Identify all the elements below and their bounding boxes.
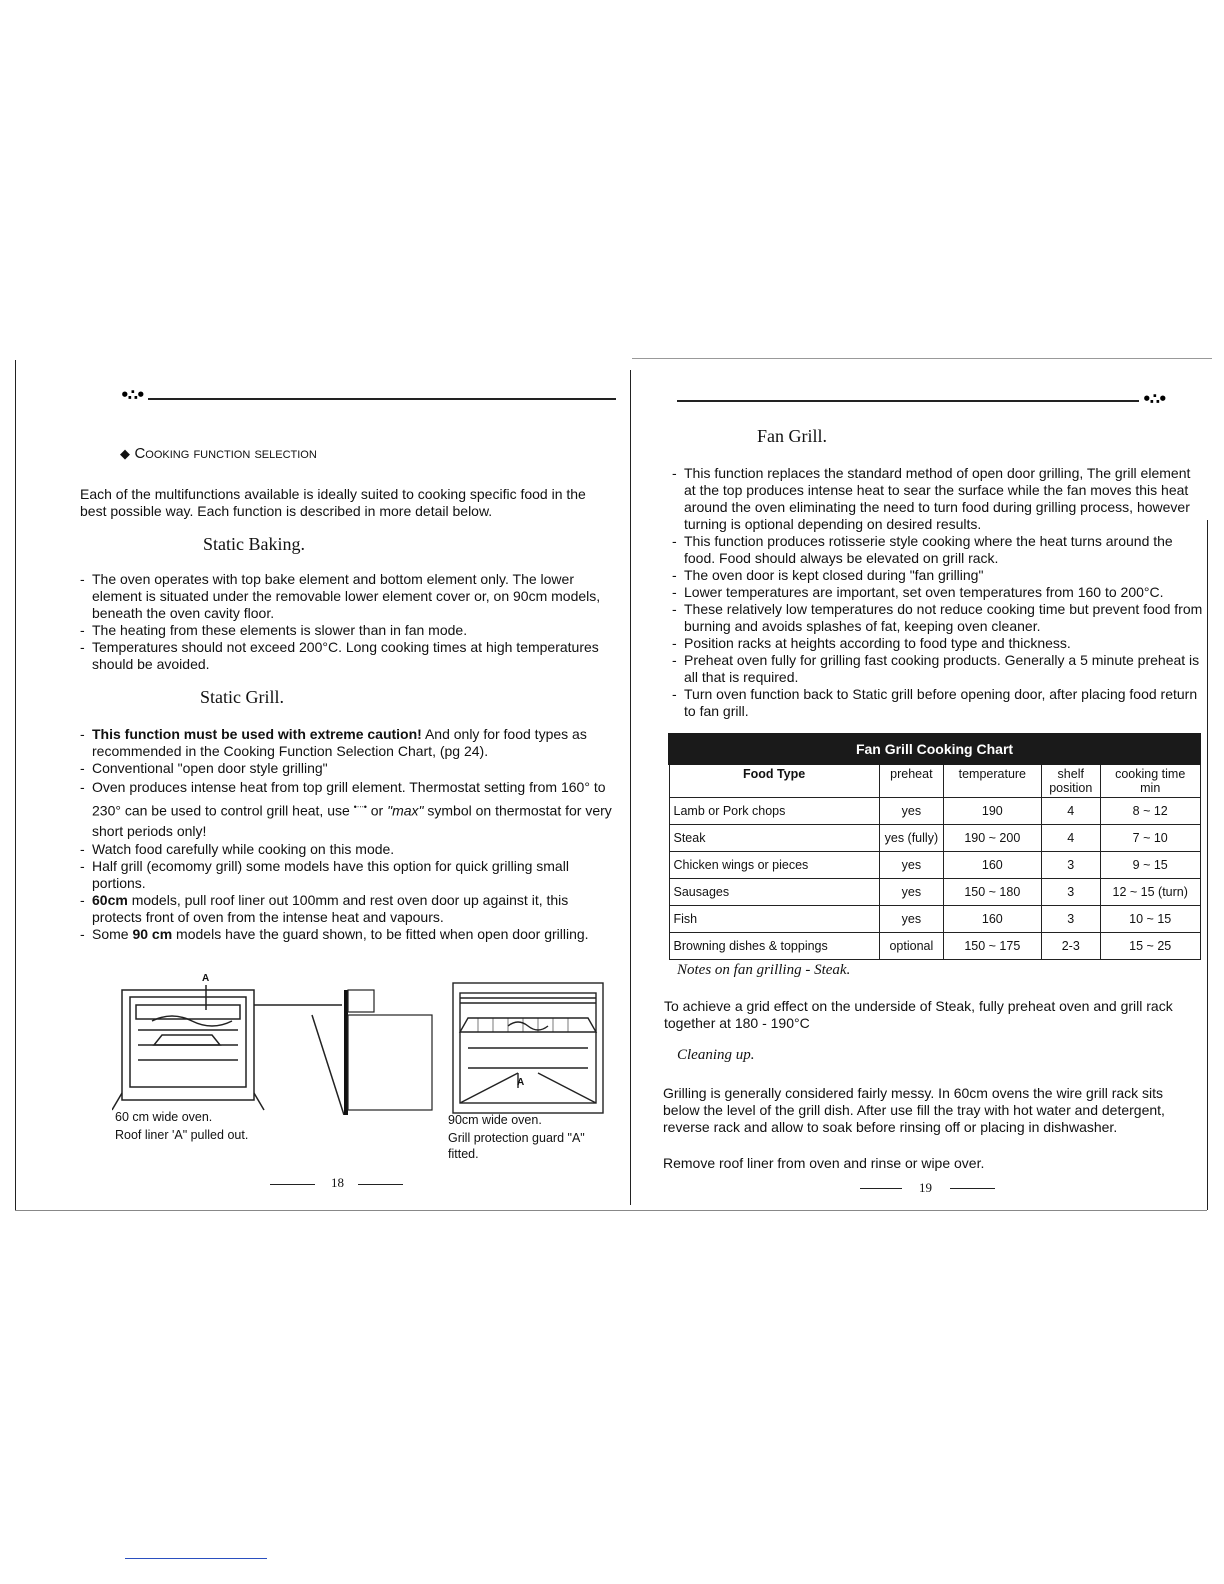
footer-rule-left-a xyxy=(270,1184,315,1185)
right-page-border xyxy=(1207,520,1208,1210)
list-item: - The oven operates with top bake element and bottom element only. The lower element is situated under the removable lower element cover or, on 90cm models, beneath the oven cavity floor. xyxy=(80,571,615,622)
static-grill-list xyxy=(80,726,615,943)
list-item: - These relatively low temperatures do not reduce cooking time but prevent food from burning and avoids splashes of fat, keeping oven cleaner. xyxy=(672,601,1204,635)
page-number-right: 19 xyxy=(919,1180,932,1195)
table-row: Browning dishes & toppings optional 150 ~ 175 2-3 15 ~ 25 xyxy=(669,933,1200,960)
caption-60cm-line2: Roof liner 'A" pulled out. xyxy=(115,1128,249,1142)
fan-grill-cooking-chart xyxy=(668,733,1201,960)
list-item: - Oven produces intense heat from top grill element. Thermostat setting from 160° to 230° can be used to control grill heat, use $^{•ᐧᐧᐧ•}$ or "max" symbol on thermostat for very short periods only! xyxy=(80,777,615,841)
intro-text: Each of the multifunctions available is ideally suited to cooking specific food in the best possible way. Each function is described in more detail below. xyxy=(80,486,586,519)
list-item: - Conventional "open door style grilling" xyxy=(80,760,615,777)
list-item: - The heating from these elements is slower than in fan mode. xyxy=(80,622,615,639)
footer-rule-left-b xyxy=(358,1184,403,1185)
footer-rule-right-b xyxy=(950,1188,995,1189)
top-edge-line xyxy=(632,358,1212,359)
chart-caption: Fan Grill Cooking Chart xyxy=(669,734,1200,764)
static-baking-list xyxy=(80,571,615,673)
list-item: - Position racks at heights according to food type and thickness. xyxy=(672,635,1204,652)
section-heading xyxy=(120,445,317,463)
list-item: - Lower temperatures are important, set oven temperatures from 160 to 200°C. xyxy=(672,584,1204,601)
table-row: Fish yes 160 3 10 ~ 15 xyxy=(669,906,1200,933)
bottom-edge-line xyxy=(15,1210,1207,1211)
static-grill-title: Static Grill. xyxy=(200,687,284,707)
column-header: Food Type xyxy=(669,764,879,798)
list-item: - 60cm models, pull roof liner out 100mm and rest oven door up against it, this protects front of oven from the intense heat and vapours. xyxy=(80,892,615,926)
figure-letter-a-90cm: A xyxy=(517,1077,525,1088)
header-rule-left xyxy=(148,398,616,400)
header-rule-right xyxy=(677,400,1139,402)
cleaning-text-2: Remove roof liner from oven and rinse or wipe over. xyxy=(663,1155,985,1171)
list-item: - Turn oven function back to Static grill before opening door, after placing food return to fan grill. xyxy=(672,686,1204,720)
center-fold-line xyxy=(630,370,631,1205)
static-baking-title: Static Baking. xyxy=(203,534,305,554)
table-row: Lamb or Pork chops yes 190 4 8 ~ 12 xyxy=(669,798,1200,825)
footer-rule-right-a xyxy=(860,1188,902,1189)
caption-90cm-line2: Grill protection guard "A" xyxy=(448,1131,585,1145)
list-item: - Some 90 cm models have the guard shown, to be fitted when open door grilling. xyxy=(80,926,615,943)
list-item: - The oven door is kept closed during "fan grilling" xyxy=(672,567,1204,584)
notes-text: To achieve a grid effect on the underside of Steak, fully preheat oven and grill rack together at 180 - 190°C xyxy=(664,998,1173,1031)
list-item: - Watch food carefully while cooking on this mode. xyxy=(80,841,615,858)
page-number-left: 18 xyxy=(331,1175,344,1190)
cleaning-title: Cleaning up. xyxy=(677,1047,755,1063)
footer-link-line xyxy=(125,1558,267,1559)
fan-grill-title: Fan Grill. xyxy=(757,426,827,446)
list-item: - This function must be used with extreme caution! And only for food types as recommended in the Cooking Function Selection Chart, (pg 24). xyxy=(80,726,615,760)
list-item: - This function produces rotisserie style cooking where the heat turns around the food. Food should always be elevated on grill rack. xyxy=(672,533,1204,567)
table-row: Chicken wings or pieces yes 160 3 9 ~ 15 xyxy=(669,852,1200,879)
grill-symbol-icon: •ᐧᐧᐧ• xyxy=(353,802,367,812)
notes-title: Notes on fan grilling - Steak. xyxy=(677,962,851,978)
section-title: Cooking function selection xyxy=(134,445,317,462)
figure-letter-a: A xyxy=(202,973,210,984)
cleaning-text: Grilling is generally considered fairly messy. In 60cm ovens the wire grill rack sits below the level of the grill dish. After use fill the tray with hot water and detergent, reverse rack and allow to soak before rinsing off or placing in dishwasher. xyxy=(663,1085,1165,1135)
caption-90cm-line1: 90cm wide oven. xyxy=(448,1113,542,1127)
column-header: shelf position xyxy=(1041,764,1100,798)
oven-60cm-illustration xyxy=(112,985,452,1115)
left-page-border xyxy=(15,360,16,1210)
table-row: Steak yes (fully) 190 ~ 200 4 7 ~ 10 xyxy=(669,825,1200,852)
column-header: cooking time min xyxy=(1100,764,1200,798)
list-item: - Preheat oven fully for grilling fast cooking products. Generally a 5 minute preheat is all that is required. xyxy=(672,652,1204,686)
brand-logo-icon: •∴• xyxy=(120,386,144,404)
fan-grill-list xyxy=(672,465,1204,720)
oven-90cm-illustration xyxy=(448,978,608,1118)
caption-60cm-line1: 60 cm wide oven. xyxy=(115,1110,213,1124)
column-header: preheat xyxy=(879,764,943,798)
list-item: - Temperatures should not exceed 200°C. Long cooking times at high temperatures should be avoided. xyxy=(80,639,615,673)
diamond-icon: ◆ xyxy=(120,446,130,461)
brand-logo-icon-right: •∴• xyxy=(1142,390,1166,408)
table-row: Sausages yes 150 ~ 180 3 12 ~ 15 (turn) xyxy=(669,879,1200,906)
caption-90cm-line3: fitted. xyxy=(448,1147,479,1161)
column-header: temperature xyxy=(944,764,1042,798)
list-item: - This function replaces the standard method of open door grilling, The grill element at the top produces intense heat to sear the surface while the fan moves this heat around the oven eliminating the need to turn food during grilling process, however turning is optional depending on desired results. xyxy=(672,465,1204,533)
list-item: - Half grill (ecomomy grill) some models have this option for quick grilling small portions. xyxy=(80,858,615,892)
